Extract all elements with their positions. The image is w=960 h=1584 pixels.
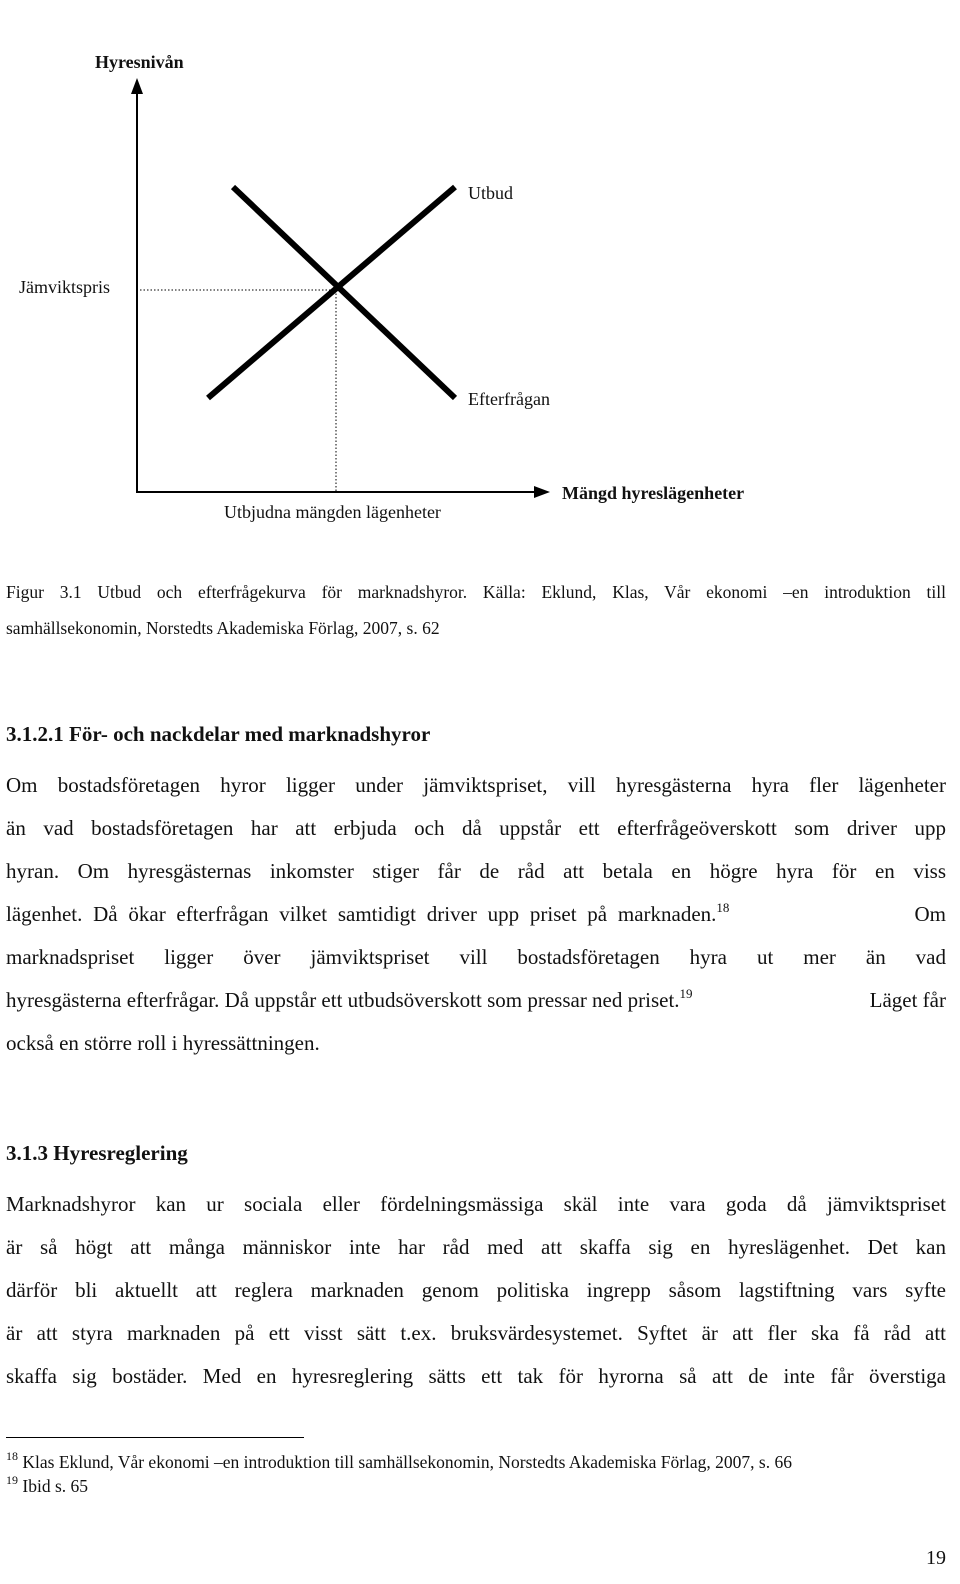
paragraph-text: Om [914, 902, 946, 926]
footnote-18 [6, 1449, 792, 1473]
offered-quantity-label: Utbjudna mängden lägenheter [224, 502, 441, 522]
y-axis-label: Hyresnivån [95, 52, 184, 72]
footnote-19 [6, 1473, 88, 1497]
footnote-number: 19 [6, 1473, 18, 1487]
figure-caption-line-2: samhällsekonomin, Norstedts Akademiska Förlag, 2007, s. 62 [6, 618, 440, 638]
y-axis-arrowhead [131, 78, 143, 94]
paragraph-line: än vad bostadsföretagen har att erbjuda och då uppstår ett efterfrågeöverskott som driver upp [6, 816, 946, 840]
paragraph-line: är att styra marknaden på ett visst sätt t.ex. bruksvärdesystemet. Syftet är att fler ska få råd att [6, 1321, 946, 1345]
supply-label: Utbud [468, 183, 513, 203]
footnote-text: Ibid s. 65 [22, 1476, 88, 1496]
x-axis-arrowhead [534, 486, 550, 498]
paragraph-line: Om bostadsföretagen hyror ligger under jämviktspriset, vill hyresgästerna hyra fler lägenheter [6, 773, 946, 797]
section-heading-3-1-3: 3.1.3 Hyresreglering [6, 1141, 188, 1165]
paragraph-line: är så högt att många människor inte har råd med att skaffa sig en hyreslägenhet. Det kan [6, 1235, 946, 1259]
paragraph-line: därför bli aktuellt att reglera marknaden genom politiska ingrepp såsom lagstiftning vars syfte [6, 1278, 946, 1302]
paragraph-line: marknadspriset ligger över jämviktspriset vill bostadsföretagen hyra ut mer än vad [6, 945, 946, 969]
paragraph-text: hyresgästerna efterfrågar. Då uppstår ett utbudsöverskott som pressar ned priset. [6, 988, 680, 1012]
paragraph-text: Läget får [869, 988, 946, 1012]
equilibrium-price-label: Jämviktspris [19, 277, 111, 297]
footnote-separator [6, 1437, 304, 1438]
demand-label: Efterfrågan [468, 389, 550, 409]
paragraph-text: lägenhet. Då ökar efterfrågan vilket samtidigt driver upp priset på marknaden. [6, 902, 717, 926]
footnote-text: Klas Eklund, Vår ekonomi –en introduktion till samhällsekonomin, Norstedts Akademiska Förlag, 2007, s. 66 [22, 1452, 792, 1472]
page-number: 19 [926, 1547, 946, 1569]
paragraph-line: Marknadshyror kan ur sociala eller fördelningsmässiga skäl inte vara goda då jämviktspriset [6, 1192, 946, 1216]
footnote-ref-18: 18 [716, 900, 730, 915]
paragraph-line [6, 985, 946, 1018]
section-heading-3-1-2-1: 3.1.2.1 För- och nackdelar med marknadshyror [6, 722, 431, 746]
figure-graphics [0, 0, 960, 540]
figure-caption-line-1: Figur 3.1 Utbud och efterfrågekurva för marknadshyror. Källa: Eklund, Klas, Vår ekonomi –en introduktion till [6, 582, 946, 602]
paragraph-line: skaffa sig bostäder. Med en hyresreglering sätts ett tak för hyrorna så att de inte får överstiga [6, 1364, 946, 1388]
footnote-ref-19: 19 [679, 986, 693, 1001]
x-axis-label: Mängd hyreslägenheter [562, 483, 745, 503]
paragraph-line: hyran. Om hyresgästernas inkomster stiger får de råd att betala en högre hyra för en viss [6, 859, 946, 883]
paragraph-line [6, 899, 946, 932]
paragraph-line: också en större roll i hyressättningen. [6, 1031, 320, 1055]
footnote-number: 18 [6, 1449, 18, 1463]
